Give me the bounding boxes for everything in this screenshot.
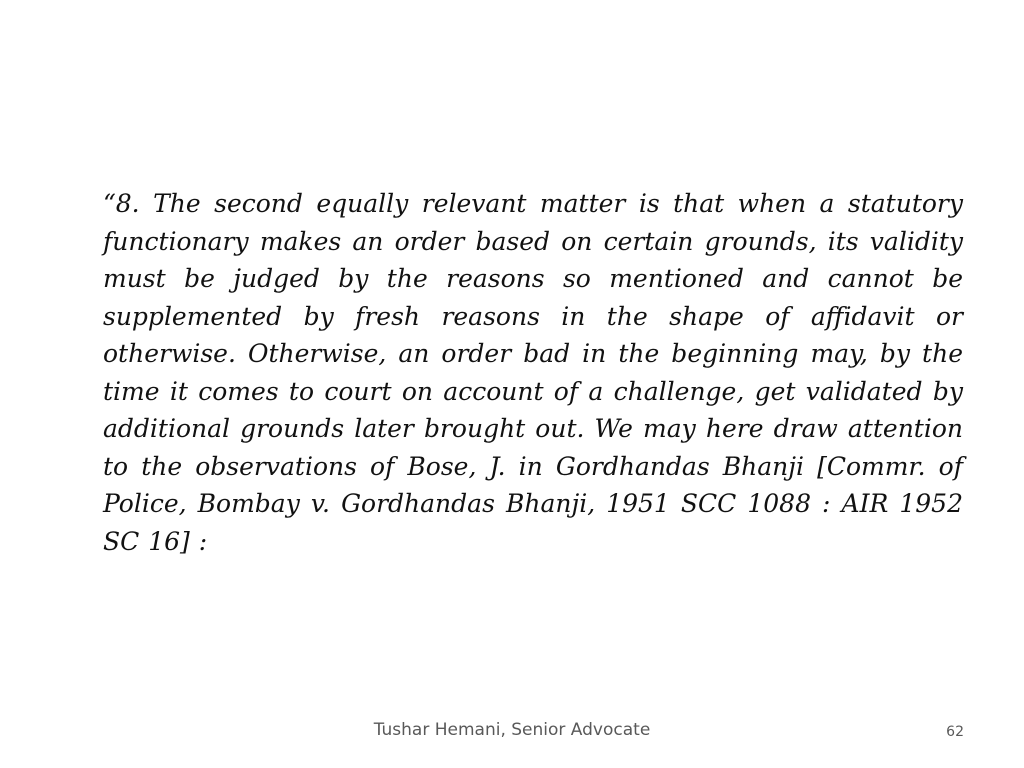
quote-paragraph: “8. The second equally relevant matter is that when a statutory functionary makes an order based on certain grounds, its validity must be judged by the reasons so mentioned and cannot be supplemented by fresh reasons in the shape of affidavit or otherwise. Otherwise, an order bad in the beginning may, by the time it comes to court on account of a challenge, get validated by additional grounds later brought out. We may here draw attention to the observations of Bose, J. in Gordhandas Bhanji [Commr. of Police, Bombay v. Gordhandas Bhanji, 1951 SCC 1088 : AIR 1952 SC 16] :	[103, 189, 963, 556]
page-number: 62	[946, 724, 964, 740]
slide-footer: Tushar Hemani, Senior Advocate	[373, 720, 651, 740]
